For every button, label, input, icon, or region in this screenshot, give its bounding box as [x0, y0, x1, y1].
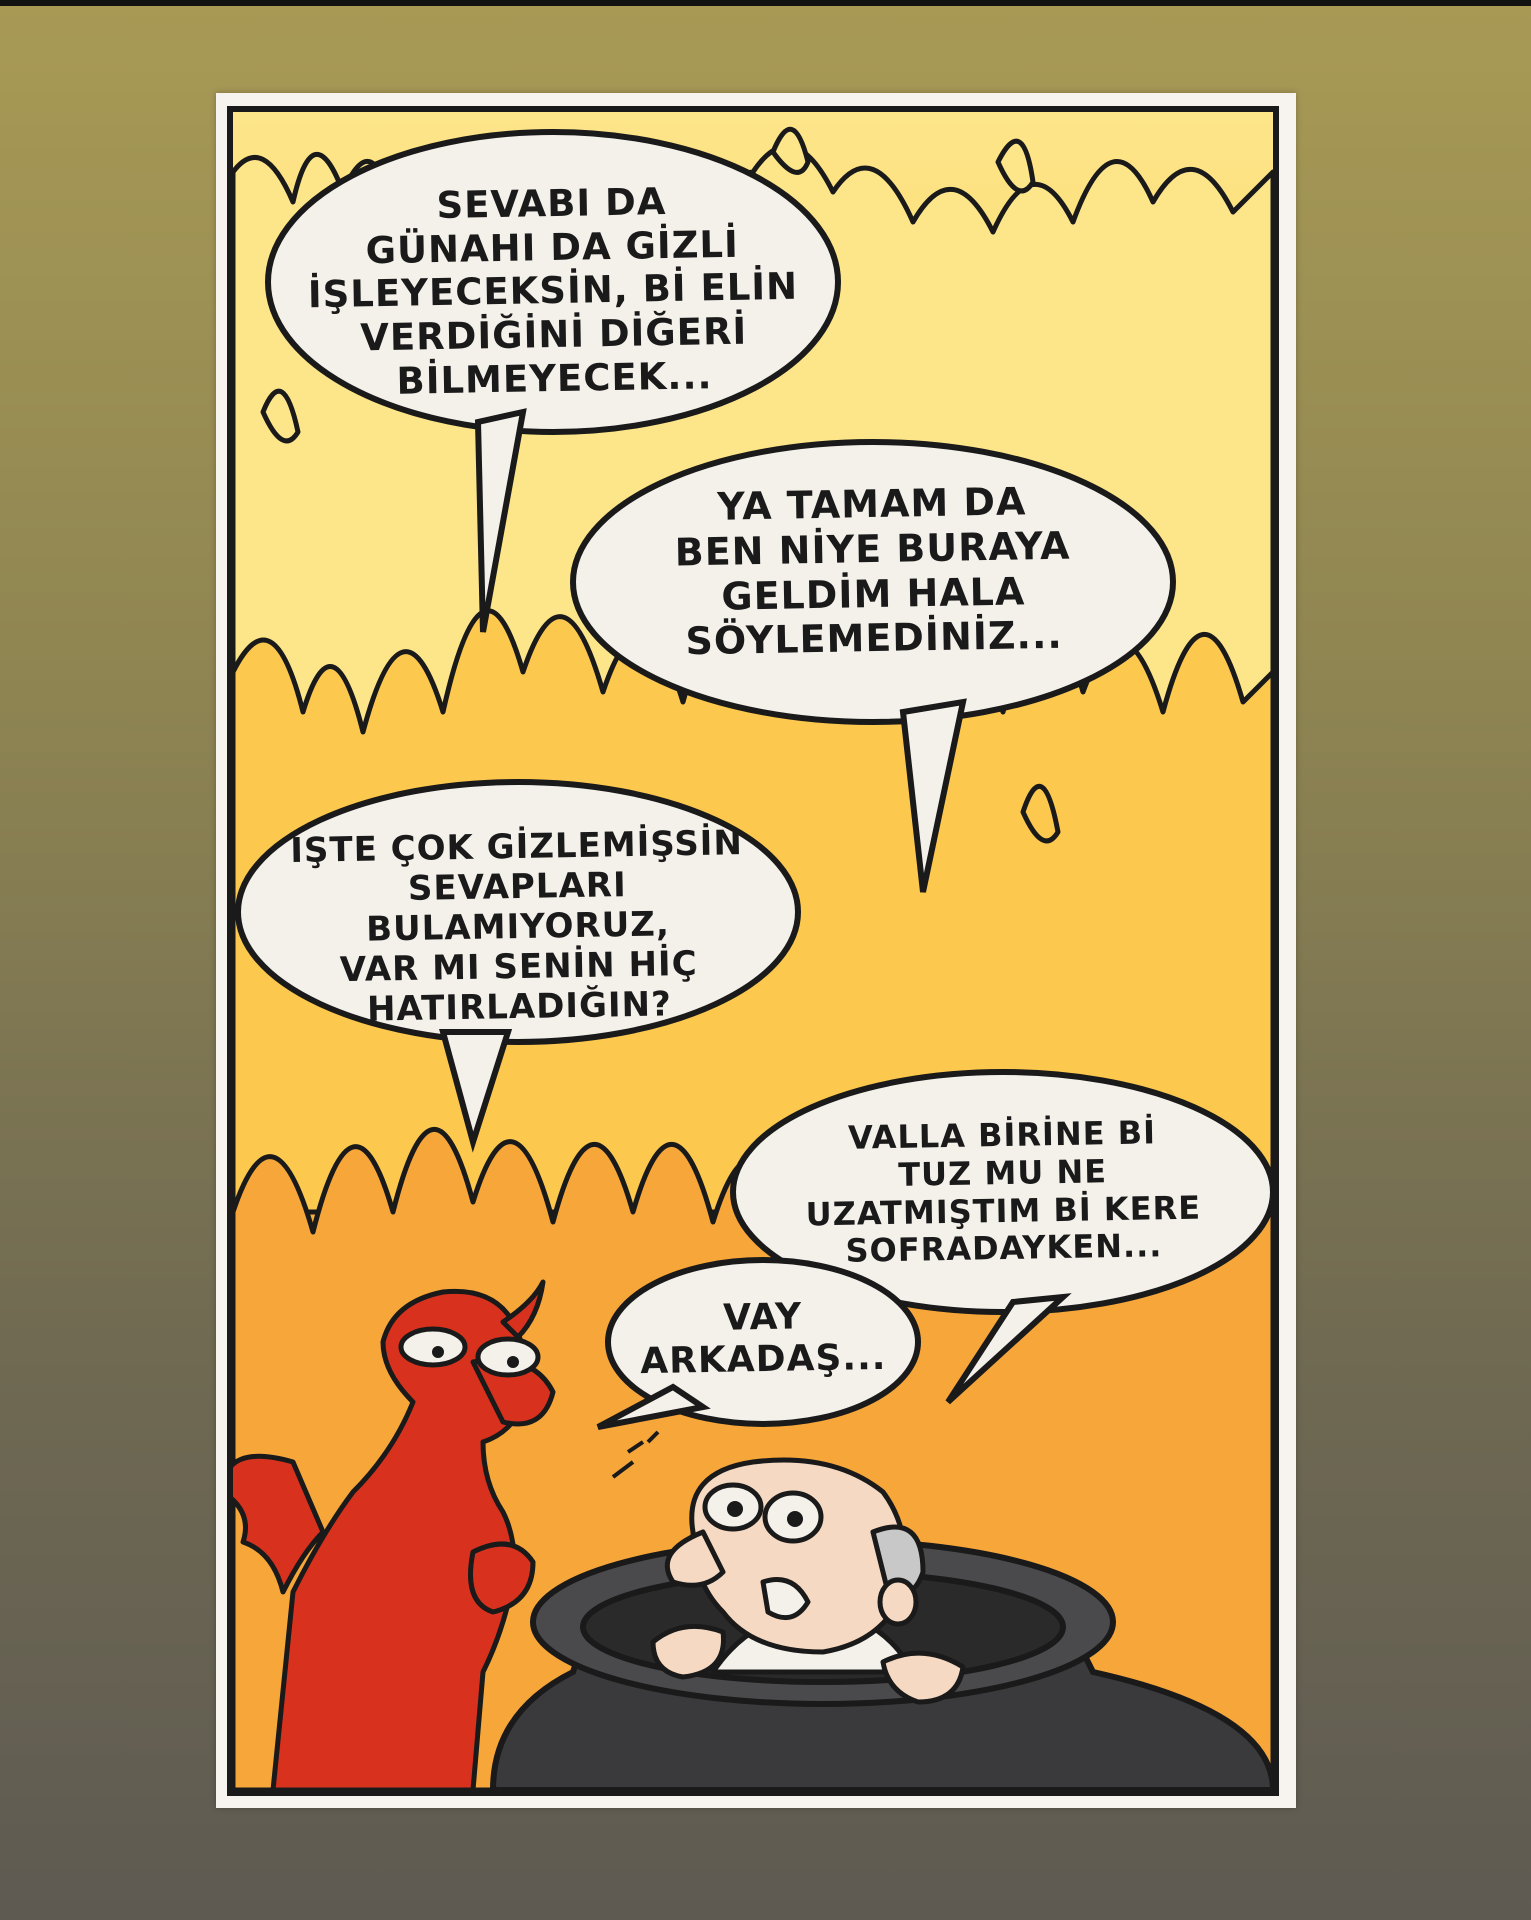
- devil-pupil-left: [432, 1346, 444, 1358]
- bubble-4-text: VALLA BİRİNE Bİ TUZ MU NE UZATMIŞTIM Bİ KERE SOFRADAYKEN...: [805, 1113, 1202, 1271]
- comic-panel: [227, 106, 1279, 1796]
- old-man-pupil-left: [727, 1501, 743, 1517]
- devil-eye-right: [478, 1339, 538, 1375]
- old-man-ear: [880, 1580, 916, 1624]
- flame-wisp-2: [998, 141, 1033, 191]
- old-man-pupil-right: [787, 1511, 803, 1527]
- devil-eye-left: [401, 1329, 465, 1365]
- bubble-3-text: İŞTE ÇOK GİZLEMİŞSİN SEVAPLARI BULAMIYORUZ, VAR MI SENİN HİÇ HATIRLADIĞIN?: [289, 823, 744, 1031]
- devil-pupil-right: [507, 1356, 519, 1368]
- top-border: [0, 0, 1531, 6]
- bubble-1-text: SEVABI DA GÜNAHI DA GİZLİ İŞLEYECEKSİN, Bİ ELİN VERDİĞİNİ DİĞERİ BİLMEYECEK...: [307, 180, 799, 403]
- bubble-2-text: YA TAMAM DA BEN NİYE BURAYA GELDİM HALA SÖYLEMEDİNİZ...: [674, 479, 1071, 664]
- bubble-5-text: VAY ARKADAŞ...: [639, 1296, 887, 1383]
- comic-page: [216, 93, 1296, 1808]
